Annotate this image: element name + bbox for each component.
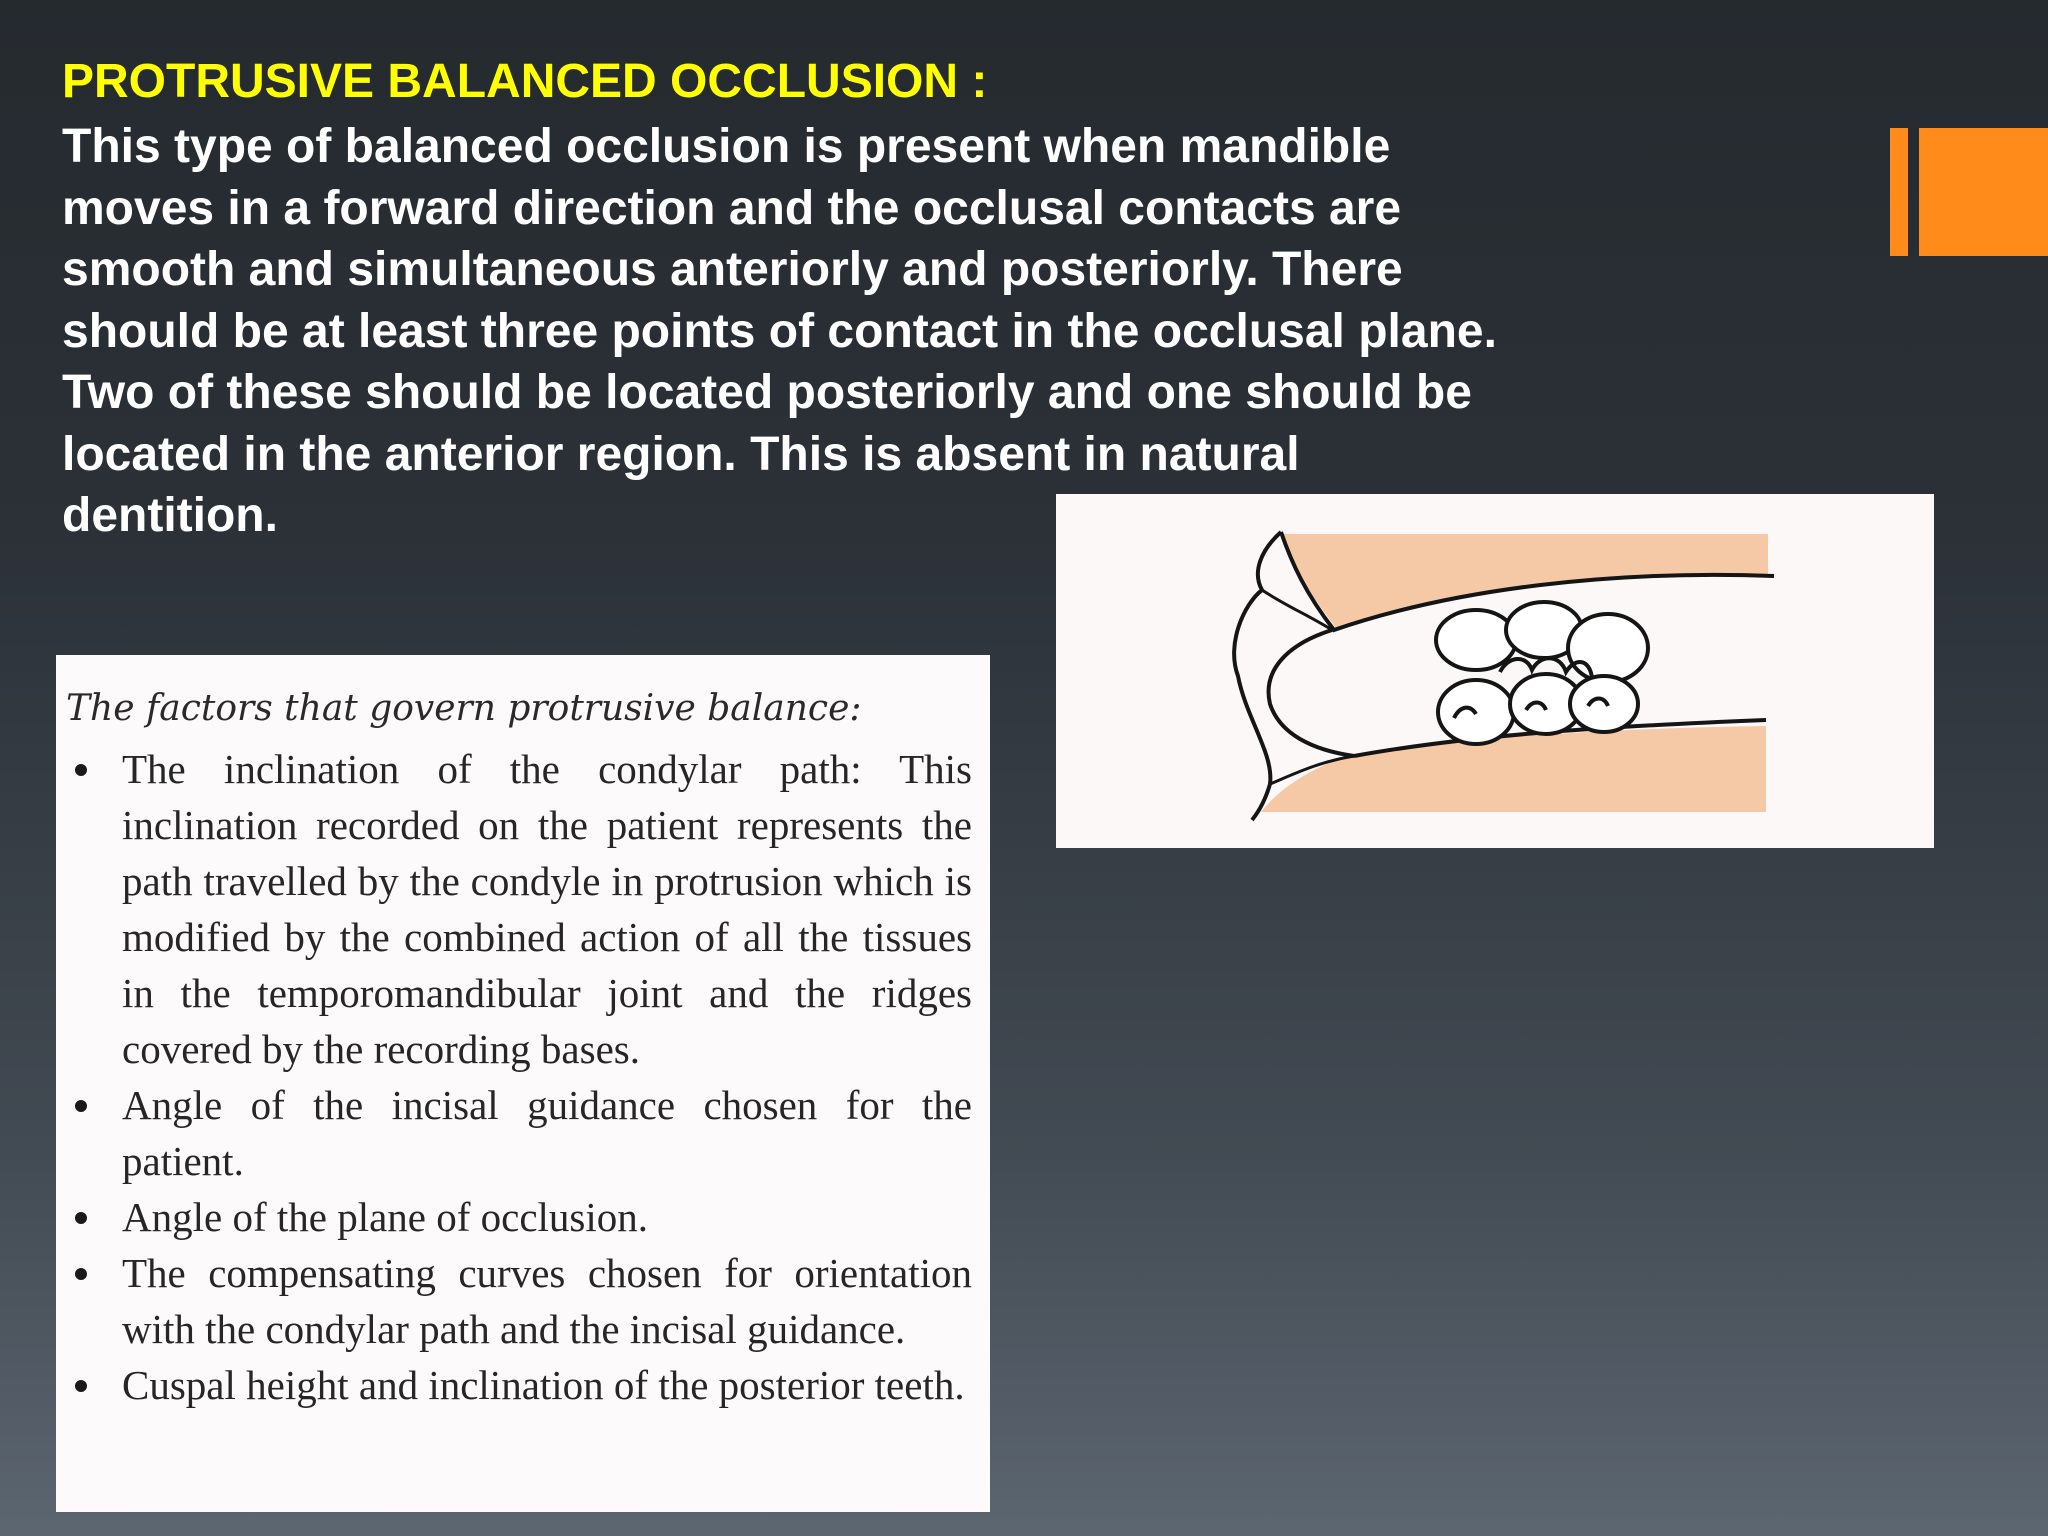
- list-item: [66, 1245, 972, 1357]
- list-item-text: The compensating curves chosen for orientation with the condylar path and the incisal guidance.: [122, 1250, 972, 1352]
- slide-body-text: This type of balanced occlusion is present when mandible moves in a forward direction and the occlusal contacts are smooth and simultaneous anteriorly and posteriorly. There should be at least three points of contact in the occlusal plane. Two of these should be located posteriorly and one should be located in the anterior region. This is absent in natural dentition.: [62, 120, 1497, 542]
- accent-bar-thin: [1890, 128, 1908, 256]
- bullet-icon: [75, 1268, 87, 1280]
- scanned-text-image: [56, 655, 990, 1512]
- occlusion-diagram-icon: [1056, 494, 1934, 848]
- scanned-heading: The factors that govern protrusive balance:: [66, 688, 862, 729]
- accent-bar-block: [1919, 128, 2048, 256]
- list-item-text: Angle of the incisal guidance chosen for the patient.: [122, 1082, 972, 1184]
- list-item-text: Cuspal height and inclination of the posterior teeth.: [122, 1362, 965, 1408]
- bullet-icon: [75, 1100, 87, 1112]
- list-item: [66, 741, 972, 1077]
- list-item: [66, 1357, 972, 1413]
- lower-tissue-band: [1261, 726, 1766, 812]
- bullet-icon: [75, 1380, 87, 1392]
- bullet-icon: [75, 764, 87, 776]
- list-item-text: Angle of the plane of occlusion.: [122, 1194, 649, 1240]
- bullet-icon: [75, 1212, 87, 1224]
- list-item-text: The inclination of the condylar path: This inclination recorded on the patient represents the path travelled by the condyle in protrusion which is modified by the combined action of all the tissues in the temporomandibular joint and the ridges covered by the recording bases.: [122, 746, 972, 1072]
- list-item: [66, 1077, 972, 1189]
- factors-list: [66, 741, 972, 1413]
- occlusion-figure: [1056, 494, 1934, 848]
- list-item: [66, 1189, 972, 1245]
- slide-title: PROTRUSIVE BALANCED OCCLUSION :: [62, 55, 988, 108]
